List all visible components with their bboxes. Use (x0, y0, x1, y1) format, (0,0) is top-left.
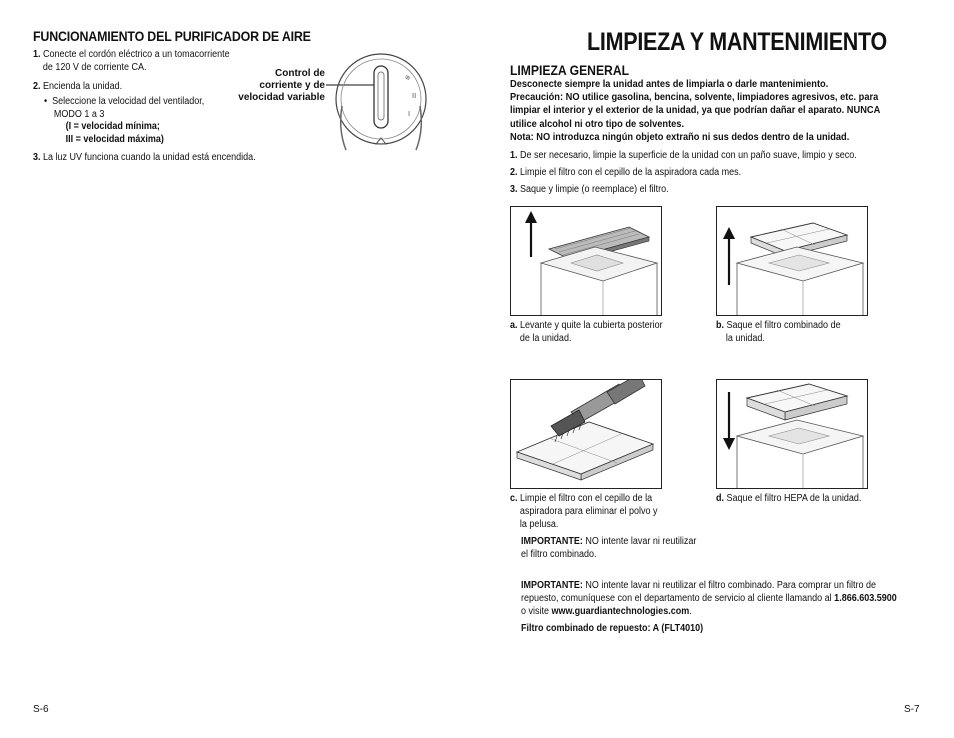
caption-letter: c. (510, 493, 518, 504)
caption-text-cont: la unidad. (725, 332, 765, 344)
right-step-3 (510, 184, 669, 197)
website-link[interactable]: www.guardiantechnologies.com (551, 605, 690, 617)
left-step-1 (33, 49, 267, 74)
caption-text-cont: la pelusa. (519, 518, 559, 530)
step-text: La luz UV funciona cuando la unidad está encendida. (43, 152, 256, 163)
replacement-filter-note: Filtro combinado de repuesto: A (FLT4010) (521, 623, 704, 634)
control-label-line2: corriente y de (259, 80, 325, 91)
page-title: LIMPIEZA Y MANTENIMIENTO (587, 28, 888, 56)
step-text: Limpie el filtro con el cepillo de la aspiradora cada mes. (520, 167, 742, 178)
step-text: De ser necesario, limpie la superficie de la unidad con un paño suave, limpio y seco. (520, 150, 857, 161)
important-note-main (521, 580, 917, 618)
caption-text: Saque el filtro HEPA de la unidad. (726, 493, 862, 504)
figure-b-caption (716, 320, 887, 346)
right-step-1 (510, 150, 915, 163)
important-text-end: . (689, 605, 692, 617)
speed-max-note: III = velocidad máxima) (65, 133, 164, 145)
bullet-text-cont: MODO 1 a 3 (53, 108, 105, 120)
warning-line-3: limpiar el interior y el exterior de la unidad, ya que podrían dañar el aparato. NUNCA (510, 105, 881, 117)
caption-text-cont: aspiradora para eliminar el polvo y (519, 505, 658, 517)
warning-line-1: Desconecte siempre la unidad antes de limpiarla o darle mantenimiento. (510, 79, 829, 90)
important-note-c (521, 536, 701, 562)
step-number: 1. (510, 150, 518, 161)
control-label (236, 68, 325, 104)
caption-text: Saque el filtro combinado de (726, 320, 841, 331)
step-number: 2. (33, 81, 41, 92)
figure-a-caption (510, 320, 681, 346)
speed-mark-mid: II (412, 92, 417, 100)
caption-letter: d. (716, 493, 725, 504)
important-text: NO intente lavar ni reutilizar el filtro combinado. Para comprar un filtro de (582, 580, 876, 591)
control-label-line1: Control de (275, 68, 325, 79)
caption-text: Levante y quite la cubierta posterior (520, 320, 663, 331)
step-text: Saque y limpie (o reemplace) el filtro. (520, 184, 669, 195)
step-text: Conecte el cordón eléctrico a un tomacorriente (43, 49, 230, 60)
caption-text: Limpie el filtro con el cepillo de la (520, 493, 653, 504)
speed-min-note: (I = velocidad mínima; (65, 121, 160, 133)
left-heading: FUNCIONAMIENTO DEL PURIFICADOR DE AIRE (33, 29, 311, 44)
control-dial-diagram (324, 50, 444, 156)
important-text-cont2: o visite (521, 605, 552, 617)
speed-mark-low: I (408, 110, 411, 118)
page-number-left: S-6 (33, 704, 49, 715)
figure-d-image (716, 379, 868, 489)
caption-letter: a. (510, 320, 518, 331)
right-step-2 (510, 167, 741, 180)
step-text: Encienda la unidad. (43, 81, 123, 92)
speed-mark-high: ≡ (403, 72, 413, 83)
dial-knob (374, 66, 388, 128)
figure-a-image (510, 206, 662, 316)
important-text: NO intente lavar ni reutilizar (582, 536, 697, 547)
step-text-cont: de 120 V de corriente CA. (42, 61, 147, 73)
control-label-line3: velocidad variable (238, 92, 325, 103)
caption-letter: b. (716, 320, 725, 331)
bullet: • (44, 96, 48, 107)
figure-b-image (716, 206, 868, 316)
step-number: 2. (510, 167, 518, 178)
section-subtitle: LIMPIEZA GENERAL (510, 63, 630, 78)
warning-line-4: utilice alcohol ni otro tipo de solventes. (510, 118, 685, 130)
page-number-right: S-7 (904, 704, 920, 715)
bullet-text: Seleccione la velocidad del ventilador, (52, 96, 205, 107)
important-text-cont: el filtro combinado. (521, 548, 597, 560)
figure-d-caption (716, 493, 896, 506)
caption-text-cont: de la unidad. (519, 332, 572, 344)
safety-warnings (510, 78, 906, 144)
important-text-cont: repuesto, comuníquese con el departamento de servicio al cliente llamando al (521, 592, 835, 604)
customer-service-phone: 1.866.603.5900 (834, 592, 897, 604)
left-step-2 (33, 81, 122, 94)
left-step-3 (33, 152, 256, 165)
figure-c-caption (510, 493, 690, 531)
step-number: 1. (33, 49, 41, 60)
step-number: 3. (510, 184, 518, 195)
fan-speed-bullet (44, 96, 242, 146)
figure-c-image (510, 379, 662, 489)
warning-line-2: Precaución: NO utilice gasolina, bencina, solvente, limpiadores agresivos, etc. para (510, 92, 879, 104)
warning-line-5: Nota: NO introduzca ningún objeto extraño ni sus dedos dentro de la unidad. (510, 131, 850, 143)
step-number: 3. (33, 152, 41, 163)
important-label: IMPORTANTE: (521, 536, 583, 547)
important-label: IMPORTANTE: (521, 580, 583, 591)
